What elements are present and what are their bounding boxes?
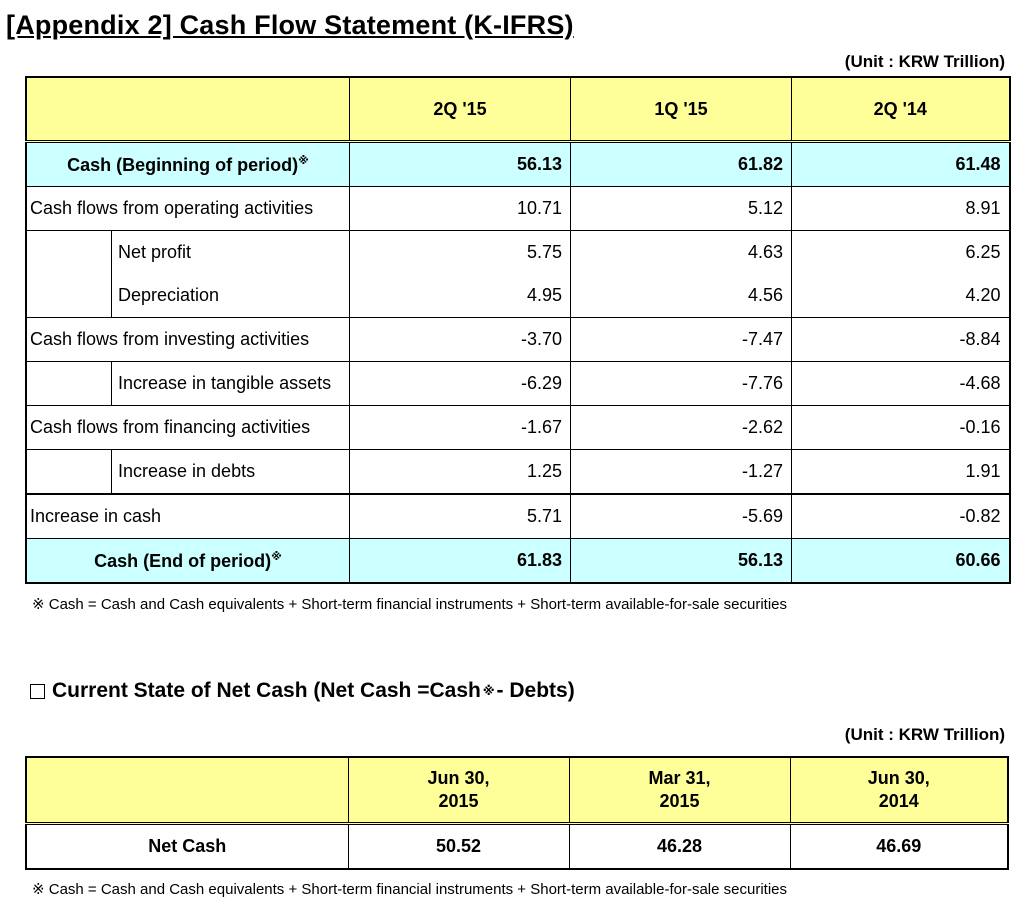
table-row [26,824,1008,870]
table-cell: 4.63 [571,231,792,275]
table-cell: -7.47 [571,318,792,362]
footnote: ※ Cash = Cash and Cash equivalents + Short-term financial instruments + Short-term available-for-sale securities [32,596,787,613]
table-cell: 61.82 [571,142,792,187]
table-cell: -0.16 [792,406,1010,450]
row-label: Increase in cash [26,494,350,539]
table-cell: 61.48 [792,142,1010,187]
table-row [26,187,1010,231]
table-cell: 6.25 [792,231,1010,275]
row-label: Cash flows from operating activities [26,187,350,231]
checkbox-square-icon [30,684,45,699]
table-row [26,362,1010,406]
column-header: 2Q '14 [792,77,1010,142]
table-cell: 50.52 [348,824,569,870]
unit-label-net-cash: (Unit : KRW Trillion) [844,725,1005,744]
table-cell: 5.12 [571,187,792,231]
table-row [26,450,1010,495]
table-cell: 8.91 [792,187,1010,231]
table-cell: -8.84 [792,318,1010,362]
table-row [26,231,1010,275]
column-header: Jun 30, 2014 [790,757,1008,824]
table-cell: -0.82 [792,494,1010,539]
row-label: Net Cash [26,824,348,870]
header-blank-cell [26,77,350,142]
row-label: Cash flows from financing activities [26,406,350,450]
table-header-row [26,757,1008,824]
indent-spacer [26,450,112,495]
row-label: Increase in debts [112,450,350,495]
row-label: Net profit [112,231,350,275]
table-row [26,494,1010,539]
table-row [26,406,1010,450]
indent-spacer [26,231,112,318]
table-cell: 10.71 [350,187,571,231]
table-cell: 4.20 [792,274,1010,318]
table-cell: 56.13 [571,539,792,584]
table-cell: -6.29 [350,362,571,406]
column-header: Jun 30, 2015 [348,757,569,824]
table-row [26,318,1010,362]
unit-label-cash-flow: (Unit : KRW Trillion) [844,52,1005,71]
row-label: Depreciation [112,274,350,318]
table-cell: -1.67 [350,406,571,450]
row-label: Cash (End of period)※ [26,539,350,584]
header-blank-cell [26,757,348,824]
table-cell: -1.27 [571,450,792,495]
table-cell: 4.95 [350,274,571,318]
net-cash-section-title: Current State of Net Cash (Net Cash =Cash ※ - Debts) [30,679,575,703]
table-cell: 4.56 [571,274,792,318]
footnote-net-cash: ※ Cash = Cash and Cash equivalents + Short-term financial instruments + Short-term available-for-sale securities [32,881,787,898]
row-label: Increase in tangible assets [112,362,350,406]
column-header: 1Q '15 [571,77,792,142]
column-header: Mar 31, 2015 [569,757,790,824]
column-header: 2Q '15 [350,77,571,142]
net-cash-table [25,756,1009,870]
row-label: Cash (Beginning of period)※ [26,142,350,187]
indent-spacer [26,362,112,406]
table-cell: -2.62 [571,406,792,450]
table-cell: 5.75 [350,231,571,275]
table-cell: -3.70 [350,318,571,362]
table-cell: 1.25 [350,450,571,495]
table-cell: -7.76 [571,362,792,406]
table-row [26,142,1010,187]
table-cell: 46.69 [790,824,1008,870]
table-row [26,539,1010,584]
table-cell: 56.13 [350,142,571,187]
table-header-row [26,77,1010,142]
page-title: [Appendix 2] Cash Flow Statement (K-IFRS) [6,10,574,40]
row-label: Cash flows from investing activities [26,318,350,362]
table-cell: 1.91 [792,450,1010,495]
cash-flow-table [25,76,1011,584]
table-cell: 46.28 [569,824,790,870]
table-cell: 5.71 [350,494,571,539]
table-cell: 60.66 [792,539,1010,584]
table-cell: -4.68 [792,362,1010,406]
table-cell: -5.69 [571,494,792,539]
table-cell: 61.83 [350,539,571,584]
table-row [26,274,1010,318]
